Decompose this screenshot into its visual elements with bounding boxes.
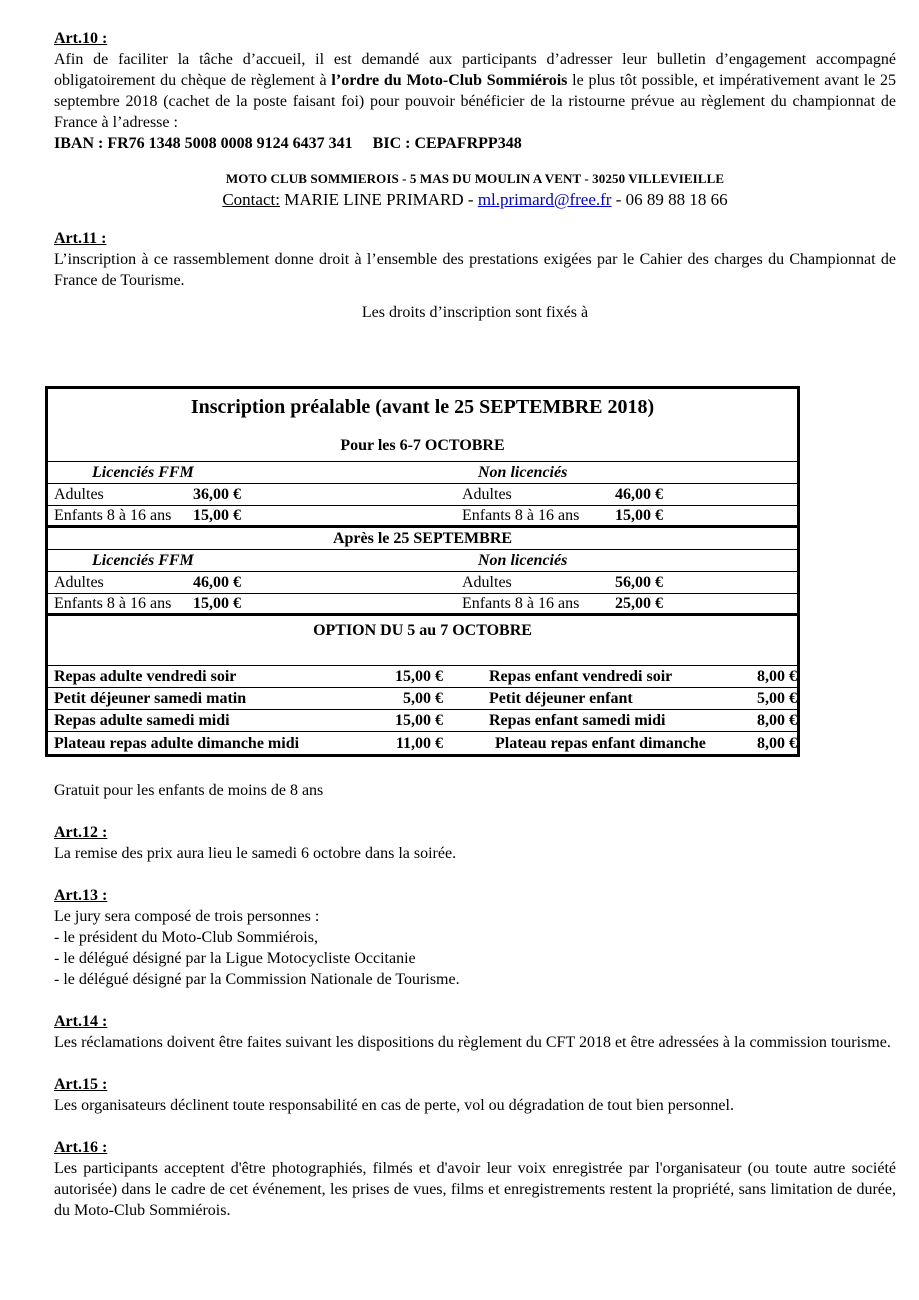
child-label-non: Enfants 8 à 16 ans xyxy=(462,507,580,524)
art15-title: Art.15 : xyxy=(54,1076,108,1093)
art11-text: L’inscription à ce rassemblement donne droit à l’ensemble des prestations exigées par le Cahier des charges du Championnat de France de Tourisme. xyxy=(54,251,896,289)
table-row xyxy=(48,594,797,616)
art13-title: Art.13 : xyxy=(54,887,108,904)
option-row xyxy=(48,710,797,732)
child-label: Enfants 8 à 16 ans xyxy=(54,507,172,524)
option-rows xyxy=(48,666,797,754)
art10-title: Art.10 : xyxy=(54,30,108,47)
list-item: - le délégué désigné par la Ligue Motocycliste Occitanie xyxy=(54,950,416,967)
child-ffm-price: 15,00 € xyxy=(193,507,241,524)
cat-licensed: Licenciés FFM xyxy=(92,552,194,569)
option-row xyxy=(48,688,797,710)
art16-section xyxy=(54,1137,896,1221)
option-right-label: Petit déjeuner enfant xyxy=(489,690,633,707)
adult-label-non: Adultes xyxy=(462,574,512,591)
adult-non-price: 46,00 € xyxy=(615,486,663,503)
option-right-label: Repas enfant vendredi soir xyxy=(489,668,673,685)
option-left-label: Repas adulte samedi midi xyxy=(54,712,230,729)
after-title: Après le 25 SEPTEMBRE xyxy=(332,530,513,547)
art13-section xyxy=(54,885,896,990)
art13-intro: Le jury sera composé de trois personnes : xyxy=(54,908,320,925)
adult-ffm-price: 46,00 € xyxy=(193,574,241,591)
child-non-price: 25,00 € xyxy=(615,595,663,612)
cat-unlicensed: Non licenciés xyxy=(478,464,568,481)
option-row xyxy=(48,666,797,688)
list-item: - le président du Moto-Club Sommiérois, xyxy=(54,929,318,946)
adult-label-non: Adultes xyxy=(462,486,512,503)
table-row xyxy=(48,462,797,484)
art14-section xyxy=(54,1011,896,1053)
child-label: Enfants 8 à 16 ans xyxy=(54,595,172,612)
art11-section xyxy=(54,228,896,323)
contact-name: MARIE LINE PRIMARD - xyxy=(279,190,478,209)
list-item: - le délégué désigné par la Commission Nationale de Tourisme. xyxy=(54,971,460,988)
iban-line: IBAN : FR76 1348 5008 0008 9124 6437 341 BIC : CEPAFRPP348 xyxy=(54,135,522,152)
adult-ffm-price: 36,00 € xyxy=(193,486,241,503)
cat-licensed: Licenciés FFM xyxy=(92,464,194,481)
art10-text-b: le plus tôt possible, et impérativement avant le 25 septembre 2018 (cachet de la poste faisant foi) pour pouvoir bénéficier de la ristourne prévue au règlement du championnat de France à l’adresse : xyxy=(54,72,897,131)
contact-line xyxy=(54,189,896,210)
child-non-price: 15,00 € xyxy=(615,507,663,524)
table-header xyxy=(48,389,797,462)
art12-text: La remise des prix aura lieu le samedi 6 octobre dans la soirée. xyxy=(54,845,457,862)
art12-section xyxy=(54,822,896,864)
child-label-non: Enfants 8 à 16 ans xyxy=(462,595,580,612)
art10-section xyxy=(54,28,896,154)
table-row xyxy=(48,550,797,572)
option-left-price: 5,00 € xyxy=(403,690,443,707)
table-row xyxy=(48,572,797,594)
adult-non-price: 56,00 € xyxy=(615,574,663,591)
option-left-price: 11,00 € xyxy=(395,734,443,752)
option-right-label: Plateau repas enfant dimanche xyxy=(495,734,706,752)
contact-label: Contact: xyxy=(222,190,280,209)
art14-title: Art.14 : xyxy=(54,1013,108,1030)
cat-unlicensed: Non licenciés xyxy=(478,552,568,569)
option-left-price: 15,00 € xyxy=(395,712,443,729)
club-address: MOTO CLUB SOMMIEROIS - 5 MAS DU MOULIN A VENT - 30250 VILLEVIEILLE xyxy=(225,171,725,186)
option-right-price: 8,00 € xyxy=(757,668,797,685)
child-ffm-price: 15,00 € xyxy=(193,595,241,612)
option-row xyxy=(48,732,797,754)
art11-title: Art.11 : xyxy=(54,230,107,247)
option-title-row xyxy=(48,616,797,666)
option-left-label: Petit déjeuner samedi matin xyxy=(54,690,247,707)
adult-label: Adultes xyxy=(54,574,104,591)
option-left-label: Plateau repas adulte dimanche midi xyxy=(54,734,300,752)
art16-text: Les participants acceptent d'être photographiés, filmés et d'avoir leur voix enregistrée par l'organisateur (ou toute autre société autorisée) dans le cadre de cet événement, les prises de vues, films et enregistrements restent la propriété, sans limitation de durée, du Moto-Club Sommiérois. xyxy=(54,1160,896,1219)
art14-text: Les réclamations doivent être faites suivant les dispositions du règlement du CFT 2018 et être adressées à la commission tourisme. xyxy=(54,1034,891,1051)
table-title: Inscription préalable (avant le 25 SEPTEMBRE 2018) xyxy=(190,396,655,418)
art10-text-a: Afin de faciliter la tâche d’accueil, il est demandé aux participants d’adresser leur bulletin d’engagement accompagné obligatoirement du chèque de règlement à xyxy=(54,51,896,89)
option-right-price: 8,00 € xyxy=(757,734,797,752)
option-title: OPTION DU 5 au 7 OCTOBRE xyxy=(313,622,532,639)
art10-text-bold: l’ordre du Moto-Club Sommiérois xyxy=(331,72,568,89)
lower-section xyxy=(54,780,896,1221)
free-note: Gratuit pour les enfants de moins de 8 ans xyxy=(54,782,324,799)
table-row xyxy=(48,484,797,506)
art16-title: Art.16 : xyxy=(54,1139,108,1156)
document-page xyxy=(54,28,896,323)
contact-phone: - 06 89 88 18 66 xyxy=(611,190,728,209)
adult-label: Adultes xyxy=(54,486,104,503)
contact-email-link[interactable]: ml.primard@free.fr xyxy=(477,190,612,209)
option-left-price: 15,00 € xyxy=(395,668,443,685)
after-title-row xyxy=(48,528,797,550)
art10-text xyxy=(54,49,896,133)
fees-table xyxy=(45,386,800,757)
fees-intro: Les droits d’inscription sont fixés à xyxy=(361,304,589,321)
option-left-label: Repas adulte vendredi soir xyxy=(54,668,237,685)
art15-section xyxy=(54,1074,896,1116)
option-right-price: 8,00 € xyxy=(757,712,797,729)
option-right-price: 5,00 € xyxy=(757,690,797,707)
art12-title: Art.12 : xyxy=(54,824,108,841)
table-row xyxy=(48,506,797,528)
art15-text: Les organisateurs déclinent toute responsabilité en cas de perte, vol ou dégradation de tout bien personnel. xyxy=(54,1097,734,1114)
option-right-label: Repas enfant samedi midi xyxy=(489,712,666,729)
table-subtitle: Pour les 6-7 OCTOBRE xyxy=(340,437,505,454)
